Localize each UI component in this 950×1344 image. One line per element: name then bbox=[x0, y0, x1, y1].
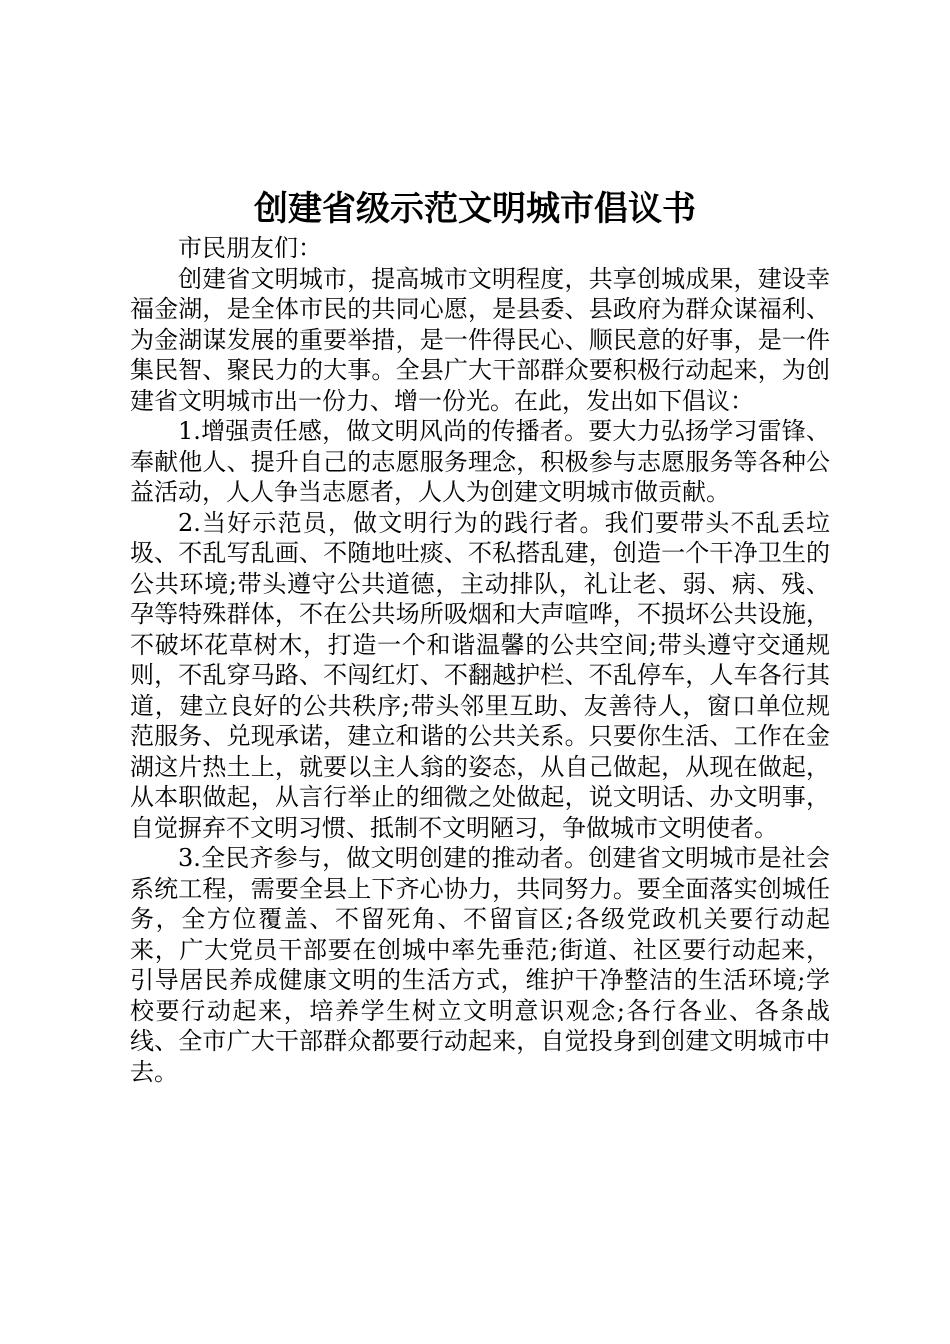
paragraph-intro: 创建省文明城市，提高城市文明程度，共享创城成果，建设幸福金湖，是全体市民的共同心愿，是县委、县政府为群众谋福利、为金湖谋发展的重要举措，是一件得民心、顺民意的好事，是一件集民智、聚民力的大事。全县广大干部群众要积极行动起来，为创建省文明城市出一份力、增一份光。在此，发出如下倡议： bbox=[130, 264, 830, 415]
salutation: 市民朋友们： bbox=[178, 234, 322, 262]
paragraph-proposal-3: 3.全民齐参与，做文明创建的推动者。创建省文明城市是社会系统工程，需要全县上下齐心协力，共同努力。要全面落实创城任务，全方位覆盖、不留死角、不留盲区;各级党政机关要行动起来，广大党员干部要在创城中率先垂范;街道、社区要行动起来，引导居民养成健康文明的生活方式，维护干净整洁的生活环境;学校要行动起来，培养学生树立文明意识观念;各行各业、各条战线、全市广大干部群众都要行动起来，自觉投身到创建文明城市中去。 bbox=[130, 844, 830, 1086]
paragraph-proposal-2: 2.当好示范员，做文明行为的践行者。我们要带头不乱丢垃圾、不乱写乱画、不随地吐痰、不私搭乱建，创造一个干净卫生的公共环境;带头遵守公共道德，主动排队，礼让老、弱、病、残、孕等特殊群体，不在公共场所吸烟和大声喧哗，不损坏公共设施，不破坏花草树木，打造一个和谐温馨的公共空间;带头遵守交通规则，不乱穿马路、不闯红灯、不翻越护栏、不乱停车，人车各行其道，建立良好的公共秩序;带头邻里互助、友善待人，窗口单位规范服务、兑现承诺，建立和谐的公共关系。只要你生活、工作在金湖这片热土上，就要以主人翁的姿态，从自己做起，从现在做起，从本职做起，从言行举止的细微之处做起，说文明话、办文明事，自觉摒弃不文明习惯、抵制不文明陋习，争做城市文明使者。 bbox=[130, 508, 830, 842]
paragraph-proposal-1: 1.增强责任感，做文明风尚的传播者。要大力弘扬学习雷锋、奉献他人、提升自己的志愿服务理念，积极参与志愿服务等各种公益活动，人人争当志愿者，人人为创建文明城市做贡献。 bbox=[130, 417, 830, 506]
document-title: 创建省级示范文明城市倡议书 bbox=[254, 189, 696, 229]
document-body bbox=[130, 233, 830, 1087]
